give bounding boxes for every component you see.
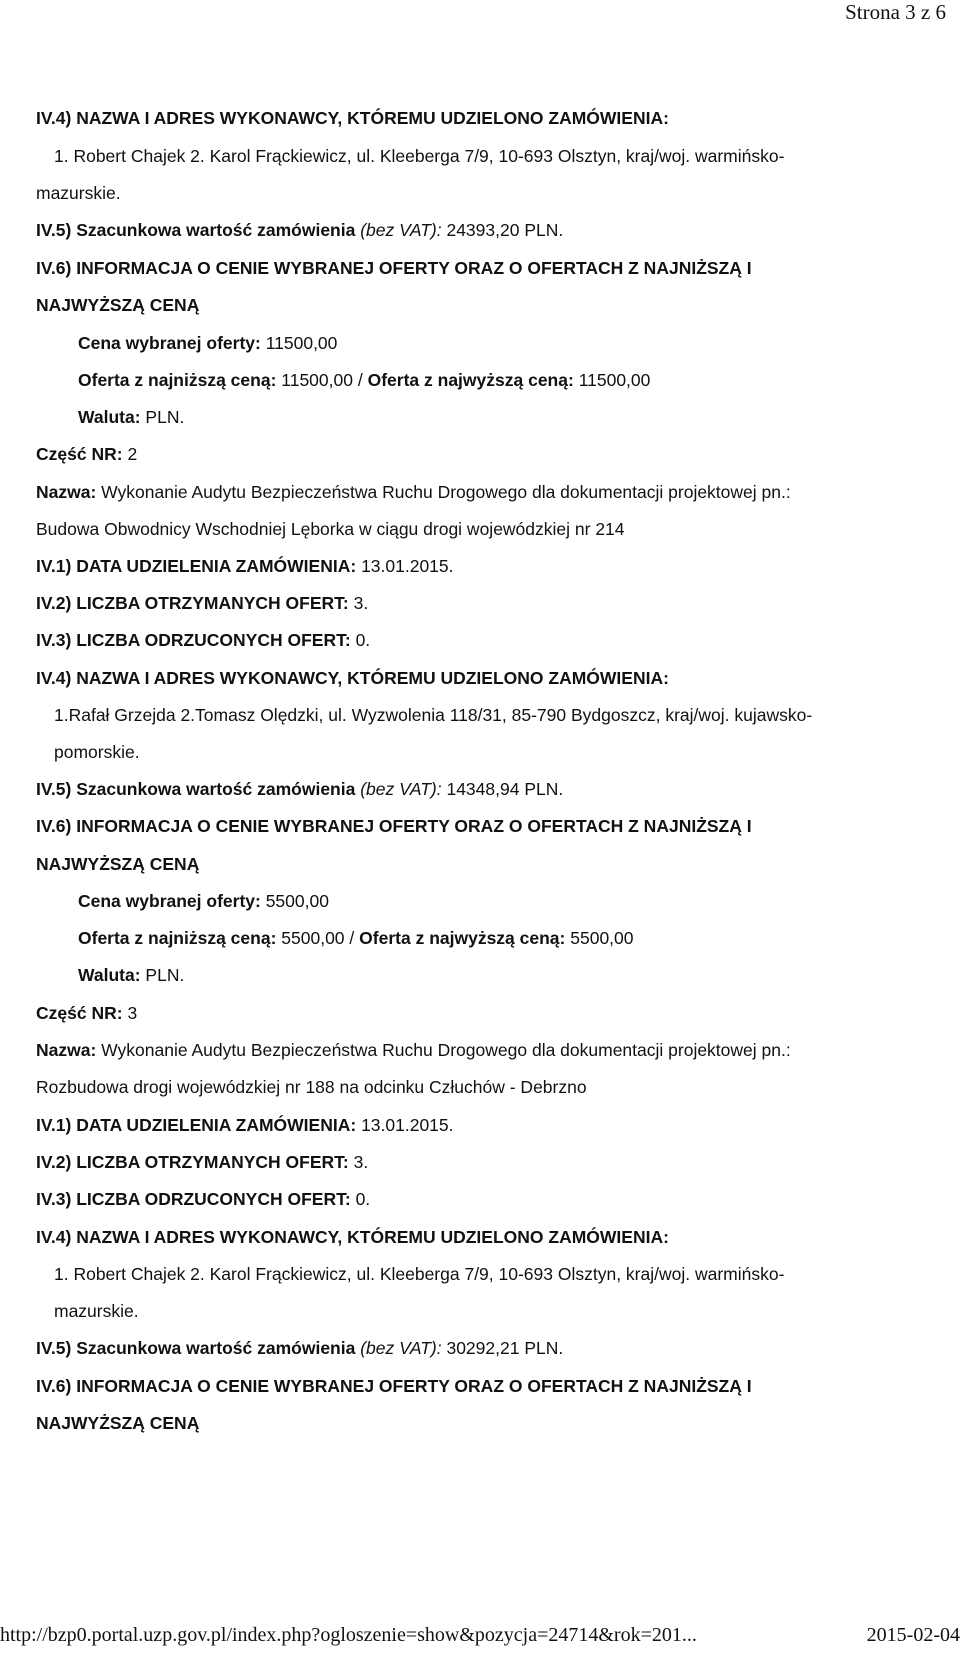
part3-iv2-row — [36, 1151, 368, 1173]
part2-name-label: Nazwa: — [36, 482, 97, 502]
s1-high-value: 11500,00 — [578, 370, 651, 390]
s1-iv5-value: 24393,20 PLN. — [446, 220, 564, 240]
part3-iv6-heading-line1: IV.6) INFORMACJA O CENIE WYBRANEJ OFERTY ORAZ O OFERTACH Z NAJNIŻSZĄ I — [36, 1376, 752, 1396]
part2-number-row — [36, 443, 137, 465]
part2-high-label: Oferta z najwyższą ceną: — [359, 928, 566, 948]
part3-number-label: Część NR: — [36, 1003, 123, 1023]
s1-low-label: Oferta z najniższą ceną: — [78, 370, 277, 390]
part2-number-label: Część NR: — [36, 444, 123, 464]
part2-iv1-label: IV.1) DATA UDZIELENIA ZAMÓWIENIA: — [36, 556, 357, 576]
s1-separator: / — [357, 370, 363, 390]
footer-url-link[interactable]: http://bzp0.portal.uzp.gov.pl/index.php?ogloszenie=show&pozycja=24714&rok=201... — [0, 1624, 697, 1646]
part2-iv1-value: 13.01.2015. — [361, 556, 454, 576]
s1-iv6-heading-line1: IV.6) INFORMACJA O CENIE WYBRANEJ OFERTY ORAZ O OFERTACH Z NAJNIŻSZĄ I — [36, 258, 752, 278]
part2-separator: / — [349, 928, 355, 948]
part2-low-high-row — [78, 927, 634, 949]
s1-low-value: 11500,00 — [281, 370, 353, 390]
s1-iv5-row — [36, 219, 563, 241]
s1-price-row — [78, 332, 337, 354]
part2-name-row — [36, 481, 791, 503]
part2-iv1-row — [36, 555, 454, 577]
part2-currency-row — [78, 964, 184, 986]
part2-currency-value: PLN. — [145, 965, 185, 985]
part3-name-label: Nazwa: — [36, 1040, 97, 1060]
part2-iv6-heading-line1: IV.6) INFORMACJA O CENIE WYBRANEJ OFERTY ORAZ O OFERTACH Z NAJNIŻSZĄ I — [36, 816, 752, 836]
part3-iv6-heading-line2: NAJWYŻSZĄ CENĄ — [36, 1413, 200, 1433]
s1-currency-value: PLN. — [145, 407, 185, 427]
part2-currency-label: Waluta: — [78, 965, 141, 985]
s1-price-label: Cena wybranej oferty: — [78, 333, 261, 353]
s1-iv5-note: (bez VAT): — [360, 220, 442, 240]
part3-name-line2: Rozbudowa drogi wojewódzkiej nr 188 na odcinku Człuchów - Debrzno — [36, 1077, 587, 1097]
part3-contractor-line2: mazurskie. — [54, 1301, 139, 1321]
part3-iv3-row — [36, 1188, 370, 1210]
part3-iv1-label: IV.1) DATA UDZIELENIA ZAMÓWIENIA: — [36, 1115, 357, 1135]
page-footer — [0, 1624, 960, 1648]
s1-currency-label: Waluta: — [78, 407, 141, 427]
part3-iv3-label: IV.3) LICZBA ODRZUCONYCH OFERT: — [36, 1189, 351, 1209]
part3-contractor-line1: 1. Robert Chajek 2. Karol Frąckiewicz, ul. Kleeberga 7/9, 10-693 Olsztyn, kraj/woj. warmińsko- — [54, 1264, 785, 1284]
part3-iv4-heading: IV.4) NAZWA I ADRES WYKONAWCY, KTÓREMU UDZIELONO ZAMÓWIENIA: — [36, 1227, 669, 1247]
part3-iv1-row — [36, 1114, 454, 1136]
part2-name-line2: Budowa Obwodnicy Wschodniej Lęborka w ciągu drogi wojewódzkiej nr 214 — [36, 519, 625, 539]
s1-contractor-line1: 1. Robert Chajek 2. Karol Frąckiewicz, ul. Kleeberga 7/9, 10-693 Olsztyn, kraj/woj. warmińsko- — [54, 146, 785, 166]
part2-number-value: 2 — [127, 444, 138, 464]
part2-iv5-row — [36, 778, 563, 800]
part2-price-row — [78, 890, 329, 912]
part3-number-row — [36, 1002, 137, 1024]
part2-price-value: 5500,00 — [265, 891, 329, 911]
part2-high-value: 5500,00 — [570, 928, 634, 948]
part2-contractor-line1: 1.Rafał Grzejda 2.Tomasz Olędzki, ul. Wyzwolenia 118/31, 85-790 Bydgoszcz, kraj/woj. kujawsko- — [54, 705, 813, 725]
part3-iv5-value: 30292,21 PLN. — [446, 1338, 564, 1358]
part2-iv3-label: IV.3) LICZBA ODRZUCONYCH OFERT: — [36, 630, 351, 650]
s1-currency-row — [78, 406, 184, 428]
part2-iv3-row — [36, 629, 370, 651]
part3-iv5-note: (bez VAT): — [360, 1338, 442, 1358]
part3-iv2-value: 3. — [353, 1152, 369, 1172]
s1-low-high-row — [78, 369, 650, 391]
part2-iv3-value: 0. — [355, 630, 371, 650]
part2-iv2-row — [36, 592, 368, 614]
part3-iv5-row — [36, 1337, 563, 1359]
part2-iv2-label: IV.2) LICZBA OTRZYMANYCH OFERT: — [36, 593, 349, 613]
part3-iv2-label: IV.2) LICZBA OTRZYMANYCH OFERT: — [36, 1152, 349, 1172]
part2-contractor-line2: pomorskie. — [54, 742, 140, 762]
page-number-header: Strona 3 z 6 — [845, 0, 946, 24]
part2-iv6-heading-line2: NAJWYŻSZĄ CENĄ — [36, 854, 200, 874]
part2-iv5-value: 14348,94 PLN. — [446, 779, 564, 799]
part2-name-line1: Wykonanie Audytu Bezpieczeństwa Ruchu Drogowego dla dokumentacji projektowej pn.: — [101, 482, 791, 502]
part3-number-value: 3 — [127, 1003, 138, 1023]
part3-iv1-value: 13.01.2015. — [361, 1115, 454, 1135]
s1-price-value: 11500,00 — [265, 333, 338, 353]
part2-iv5-label: IV.5) Szacunkowa wartość zamówienia — [36, 779, 356, 799]
part2-price-label: Cena wybranej oferty: — [78, 891, 261, 911]
part3-name-row — [36, 1039, 791, 1061]
s1-iv4-heading: IV.4) NAZWA I ADRES WYKONAWCY, KTÓREMU UDZIELONO ZAMÓWIENIA: — [36, 108, 669, 128]
part2-low-label: Oferta z najniższą ceną: — [78, 928, 277, 948]
part3-iv3-value: 0. — [355, 1189, 371, 1209]
part2-iv4-heading: IV.4) NAZWA I ADRES WYKONAWCY, KTÓREMU UDZIELONO ZAMÓWIENIA: — [36, 668, 669, 688]
part2-iv5-note: (bez VAT): — [360, 779, 442, 799]
footer-print-date: 2015-02-04 — [866, 1624, 960, 1646]
part2-low-value: 5500,00 — [281, 928, 345, 948]
part2-iv2-value: 3. — [353, 593, 369, 613]
s1-iv6-heading-line2: NAJWYŻSZĄ CENĄ — [36, 295, 200, 315]
part3-name-line1: Wykonanie Audytu Bezpieczeństwa Ruchu Drogowego dla dokumentacji projektowej pn.: — [101, 1040, 791, 1060]
s1-iv5-label: IV.5) Szacunkowa wartość zamówienia — [36, 220, 356, 240]
s1-high-label: Oferta z najwyższą ceną: — [367, 370, 574, 390]
part3-iv5-label: IV.5) Szacunkowa wartość zamówienia — [36, 1338, 356, 1358]
s1-contractor-line2: mazurskie. — [36, 183, 121, 203]
